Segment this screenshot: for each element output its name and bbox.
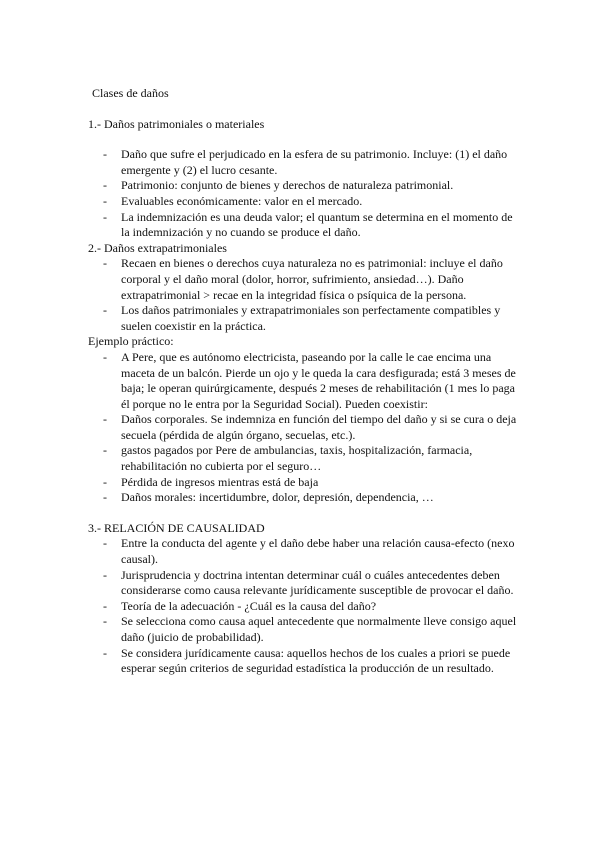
dash-marker: - bbox=[103, 614, 107, 629]
document-title: Clases de daños bbox=[92, 86, 169, 100]
causality-bullet bbox=[88, 536, 518, 567]
bullet-text: Pérdida de ingresos mientras está de baja bbox=[121, 474, 319, 489]
dash-marker: - bbox=[103, 303, 107, 318]
causality-bullet bbox=[88, 646, 518, 677]
causality-list bbox=[88, 536, 518, 676]
document-content bbox=[88, 86, 518, 677]
dash-marker: - bbox=[103, 256, 107, 271]
extrapatrimonial-bullet bbox=[88, 303, 518, 334]
dash-marker: - bbox=[103, 645, 107, 660]
causality-bullet bbox=[88, 599, 518, 615]
bullet-text: Patrimonio: conjunto de bienes y derechos de naturaleza patrimonial. bbox=[121, 178, 454, 193]
dash-marker: - bbox=[103, 490, 107, 505]
bullet-text: Daños corporales. Se indemniza en función del tiempo del daño y si se cura o deja secuela (pérdida de algún órgano, secuelas, etc.). bbox=[121, 412, 517, 442]
bullet-text: Recaen en bienes o derechos cuya naturaleza no es patrimonial: incluye el daño corporal y el daño moral (dolor, horror, sufrimiento, ansiedad…). Daño extrapatrimonial > recae en la integridad física o psíquica de la persona. bbox=[121, 256, 503, 302]
dash-marker: - bbox=[103, 193, 107, 208]
dash-marker: - bbox=[103, 474, 107, 489]
example-bullet bbox=[88, 350, 518, 412]
bullet-text: Daño que sufre el perjudicado en la esfera de su patrimonio. Incluye: (1) el daño emergente y (2) el lucro cesante. bbox=[121, 147, 508, 177]
causality-bullet bbox=[88, 614, 518, 645]
patrimonial-bullet bbox=[88, 210, 518, 241]
example-bullet bbox=[88, 490, 518, 506]
dash-marker: - bbox=[103, 567, 107, 582]
bullet-text: A Pere, que es autónomo electricista, paseando por la calle le cae encima una maceta de un balcón. Pierde un ojo y le queda la cara desfigurada; está 3 meses de baja; le operan quirúrgicamente, después 2 meses de rehabilitación (1 mes lo paga él porque no le entra por la Seguridad Social). Pueden coexistir: bbox=[121, 349, 516, 411]
section-gap bbox=[88, 132, 518, 147]
patrimonial-bullet bbox=[88, 147, 518, 178]
example-bullet bbox=[88, 412, 518, 443]
dash-marker: - bbox=[103, 349, 107, 364]
dash-marker: - bbox=[103, 536, 107, 551]
patrimonial-bullet bbox=[88, 178, 518, 194]
example-heading: Ejemplo práctico: bbox=[88, 334, 174, 349]
example-list bbox=[88, 350, 518, 506]
section-gap bbox=[88, 506, 518, 521]
bullet-text: Daños morales: incertidumbre, dolor, depresión, dependencia, … bbox=[121, 490, 434, 505]
example-bullet bbox=[88, 475, 518, 491]
bullet-text: Teoría de la adecuación - ¿Cuál es la causa del daño? bbox=[121, 598, 377, 613]
section-heading-extrapatrimonial: 2.- Daños extrapatrimoniales bbox=[88, 240, 227, 255]
bullet-text: Evaluables económicamente: valor en el mercado. bbox=[121, 193, 363, 208]
bullet-text: Se selecciona como causa aquel antecedente que normalmente lleve consigo aquel daño (juicio de probabilidad). bbox=[121, 614, 517, 644]
bullet-text: Se considera jurídicamente causa: aquellos hechos de los cuales a priori se puede esperar según criterios de seguridad estadística la producción de un resultado. bbox=[121, 645, 511, 676]
patrimonial-bullet bbox=[88, 194, 518, 210]
bullet-text: La indemnización es una deuda valor; el quantum se determina en el momento de la indemnización y no cuando se produce el daño. bbox=[121, 209, 513, 240]
example-bullet bbox=[88, 443, 518, 474]
dash-marker: - bbox=[103, 209, 107, 224]
section-heading-causality: 3.- RELACIÓN DE CAUSALIDAD bbox=[88, 520, 265, 535]
extrapatrimonial-bullet bbox=[88, 256, 518, 303]
extrapatrimonial-list bbox=[88, 256, 518, 334]
dash-marker: - bbox=[103, 443, 107, 458]
dash-marker: - bbox=[103, 412, 107, 427]
section-heading-patrimonial: 1.- Daños patrimoniales o materiales bbox=[88, 116, 265, 131]
bullet-text: Entre la conducta del agente y el daño debe haber una relación causa-efecto (nexo causal). bbox=[121, 536, 515, 567]
dash-marker: - bbox=[103, 598, 107, 613]
dash-marker: - bbox=[103, 147, 107, 162]
bullet-text: Los daños patrimoniales y extrapatrimoniales son perfectamente compatibles y suelen coexistir en la práctica. bbox=[121, 303, 501, 333]
bullet-text: gastos pagados por Pere de ambulancias, taxis, hospitalización, farmacia, rehabilitación no cubierta por el seguro… bbox=[121, 443, 473, 474]
bullet-text: Jurisprudencia y doctrina intentan determinar cuál o cuáles antecedentes deben considerarse como causa relevante jurídicamente susceptible de provocar el daño. bbox=[121, 567, 514, 598]
causality-bullet bbox=[88, 568, 518, 599]
patrimonial-list bbox=[88, 147, 518, 241]
dash-marker: - bbox=[103, 178, 107, 193]
